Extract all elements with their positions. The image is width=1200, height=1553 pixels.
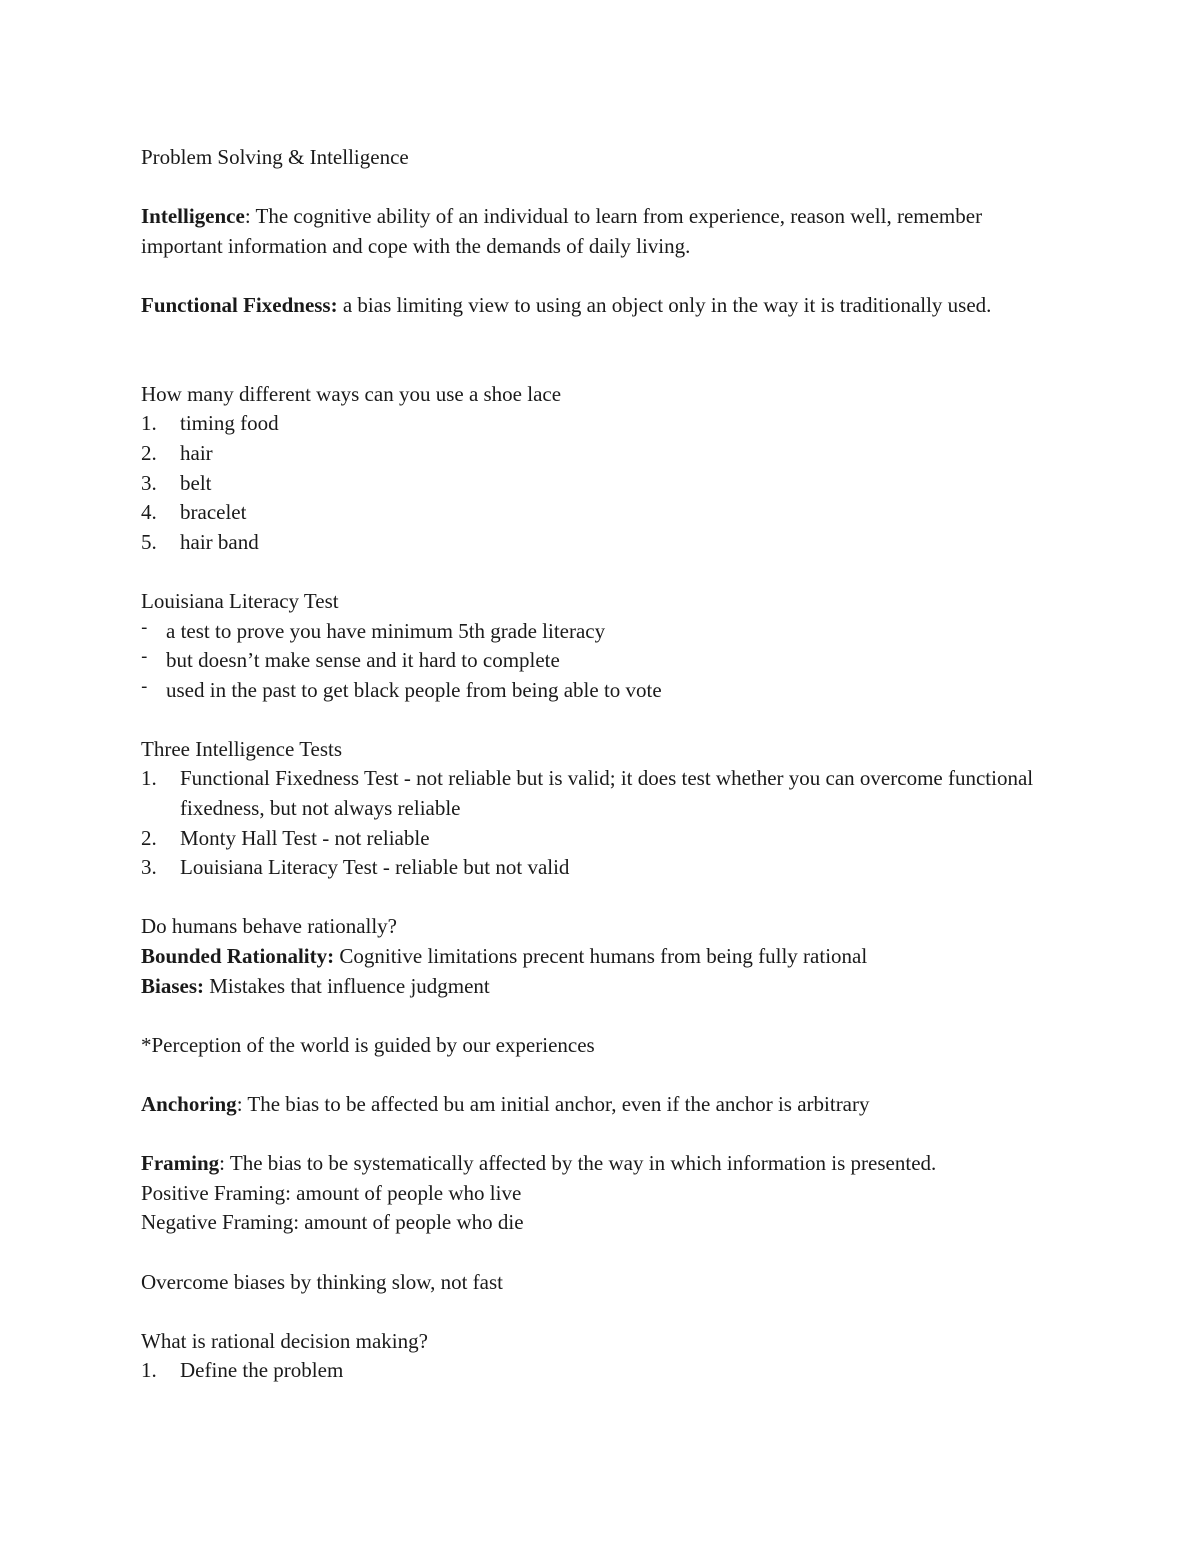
functional-fixedness-definition <box>141 291 1061 321</box>
bounded-rationality-term: Bounded Rationality: <box>141 944 335 969</box>
rationality-question: Do humans behave rationally? <box>141 914 397 939</box>
anchoring-text: : The bias to be affected bu am initial anchor, even if the anchor is arbitrary <box>236 1092 870 1116</box>
list-text: belt <box>180 470 212 495</box>
framing-definition <box>141 1149 1061 1179</box>
list-text: Functional Fixedness Test - not reliable but is valid; it does test whether you can overcome functional fixedness, but not always reliable <box>180 766 1034 821</box>
decision-making-heading: What is rational decision making? <box>141 1328 428 1353</box>
list-item <box>141 409 1061 439</box>
list-item <box>141 824 1061 854</box>
functional-fixedness-text: a bias limiting view to using an object only in the way it is traditionally used. <box>337 292 992 317</box>
dash-bullet: - <box>141 646 148 668</box>
intelligence-term: Intelligence <box>141 204 245 229</box>
list-text: bracelet <box>180 500 247 525</box>
spacer <box>141 1238 1061 1268</box>
spacer <box>141 557 1061 587</box>
list-item <box>141 646 1061 676</box>
functional-fixedness-term: Functional Fixedness: <box>141 292 338 317</box>
dash-bullet: - <box>141 616 148 638</box>
list-number: 2. <box>141 440 157 465</box>
shoe-lace-list <box>141 409 1061 557</box>
list-number: 1. <box>141 766 157 791</box>
anchoring-term: Anchoring <box>141 1092 237 1116</box>
spacer <box>141 173 1061 203</box>
list-text: Monty Hall Test - not reliable <box>180 825 430 850</box>
bounded-rationality-text: Cognitive limitations precent humans from being fully rational <box>334 944 868 969</box>
negative-framing: Negative Framing: amount of people who die <box>141 1210 524 1235</box>
spacer <box>141 350 1061 380</box>
dash-bullet: - <box>141 675 148 697</box>
shoe-lace-heading: How many different ways can you use a shoe lace <box>141 381 562 406</box>
framing-text: : The bias to be systematically affected by the way in which information is presented. <box>219 1151 937 1176</box>
spacer <box>141 705 1061 735</box>
list-item <box>141 764 1061 823</box>
list-item <box>141 853 1061 883</box>
perception-note: *Perception of the world is guided by our experiences <box>141 1032 595 1057</box>
biases-text: Mistakes that influence judgment <box>204 973 490 998</box>
list-number: 3. <box>141 470 157 495</box>
list-text: Louisiana Literacy Test - reliable but not valid <box>180 855 570 880</box>
list-item <box>141 439 1061 469</box>
literacy-test-heading: Louisiana Literacy Test <box>141 588 339 613</box>
list-item <box>141 676 1061 706</box>
document-page <box>141 143 1061 1386</box>
list-text: Define the problem <box>180 1358 344 1383</box>
biases-term: Biases: <box>141 973 204 998</box>
decision-making-list <box>141 1356 1061 1386</box>
document-title: Problem Solving & Intelligence <box>141 145 409 169</box>
list-number: 1. <box>141 411 157 436</box>
list-item <box>141 1356 1061 1386</box>
spacer <box>141 321 1061 351</box>
spacer <box>141 883 1061 913</box>
spacer <box>141 1001 1061 1031</box>
spacer <box>141 1060 1061 1090</box>
intelligence-tests-list <box>141 764 1061 882</box>
list-text: but doesn’t make sense and it hard to complete <box>166 648 560 673</box>
list-item <box>141 498 1061 528</box>
list-text: timing food <box>180 411 279 436</box>
spacer <box>141 1120 1061 1150</box>
spacer <box>141 1297 1061 1327</box>
list-text: hair band <box>180 529 259 554</box>
list-number: 3. <box>141 855 157 880</box>
list-number: 1. <box>141 1358 157 1383</box>
list-text: used in the past to get black people from being able to vote <box>166 677 662 702</box>
intelligence-tests-heading: Three Intelligence Tests <box>141 736 343 761</box>
list-item <box>141 469 1061 499</box>
list-item <box>141 528 1061 558</box>
overcome-biases-note: Overcome biases by thinking slow, not fast <box>141 1269 503 1294</box>
list-text: hair <box>180 440 213 465</box>
list-item <box>141 617 1061 647</box>
spacer <box>141 261 1061 291</box>
framing-term: Framing <box>141 1151 220 1176</box>
list-text: a test to prove you have minimum 5th grade literacy <box>166 618 606 643</box>
list-number: 5. <box>141 529 157 554</box>
bounded-rationality-definition <box>141 942 1061 972</box>
intelligence-definition <box>141 202 1061 261</box>
list-number: 2. <box>141 825 157 850</box>
positive-framing: Positive Framing: amount of people who live <box>141 1180 522 1205</box>
biases-definition <box>141 972 1061 1002</box>
list-number: 4. <box>141 500 157 525</box>
anchoring-definition <box>141 1090 1061 1120</box>
literacy-test-list <box>141 617 1061 706</box>
intelligence-text: : The cognitive ability of an individual to learn from experience, reason well, remember important information and cope with the demands of daily living. <box>141 204 983 258</box>
